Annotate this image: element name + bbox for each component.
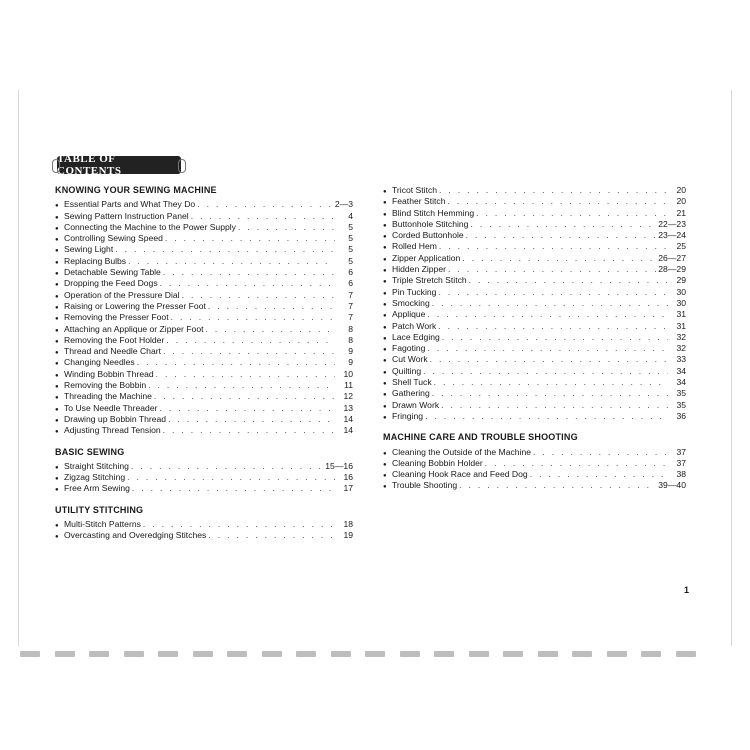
dot-leader [127,472,335,483]
dot-leader [148,380,335,391]
toc-entry[interactable] [55,244,353,255]
toc-entry-label: Controlling Sewing Speed [64,233,163,244]
toc-entry-page: 25 [676,241,686,252]
dot-leader [470,219,656,230]
toc-entry-page: 6 [348,278,353,289]
toc-entry[interactable] [383,264,686,275]
toc-entry-page: 5 [348,255,353,266]
binding-hole [607,651,627,657]
toc-entry[interactable] [383,219,686,230]
section-gap [383,422,686,432]
bullet-icon: ● [55,327,59,334]
toc-entry-label: Drawing up Bobbin Thread [64,413,167,424]
binding-hole [89,651,109,657]
toc-entry-page: 31 [676,320,686,331]
dot-leader [459,480,656,491]
toc-entry-page: 5 [348,221,353,232]
toc-entry-label: Cleaning Bobbin Holder [392,457,483,468]
bullet-icon: ● [383,335,387,342]
toc-left-column [55,185,353,542]
binding-hole [227,651,247,657]
toc-entry-label: Changing Needles [64,357,135,368]
toc-entry-label: Pin Tucking [392,286,437,297]
toc-entry-label: Connecting the Machine to the Power Supply [64,221,236,232]
toc-entry[interactable] [55,380,353,391]
dot-leader [165,233,335,244]
toc-entry-page: 14 [343,425,353,436]
toc-entry-label: To Use Needle Threader [64,402,158,413]
bullet-icon: ● [383,245,387,252]
bullet-icon: ● [383,268,387,275]
section-gap [55,495,353,505]
toc-entry-page: 16 [343,472,353,483]
toc-entry[interactable] [383,298,686,309]
toc-entry-label: Overcasting and Overedging Stitches [64,530,207,541]
toc-entry-page: 4 [348,210,353,221]
toc-entry-page: 6 [348,267,353,278]
toc-entry-page: 11 [344,380,353,391]
toc-entry[interactable] [55,290,353,301]
dot-leader [476,208,668,219]
bullet-icon: ● [55,225,59,232]
toc-entry[interactable] [55,301,353,312]
bullet-icon: ● [383,414,387,421]
bullet-icon: ● [55,248,59,255]
dot-leader [171,312,335,323]
section-title: MACHINE CARE AND TROUBLE SHOOTING [383,432,578,443]
dot-leader [533,447,668,458]
bullet-icon: ● [383,211,387,218]
toc-entry-label: Threading the Machine [64,391,152,402]
toc-entry-page: 2—3 [334,199,353,210]
toc-entry-label: Removing the Bobbin [64,380,147,391]
bullet-icon: ● [55,282,59,289]
toc-entry[interactable] [55,414,353,425]
dot-leader [156,369,335,380]
dot-leader [131,461,323,472]
toc-entry-label: Shell Tuck [392,377,432,388]
toc-entry-page: 13 [343,402,353,413]
dot-leader [432,388,668,399]
toc-entry-label: Patch Work [392,320,437,331]
toc-entry-label: Feather Stitch [392,196,446,207]
toc-entry-label: Corded Buttonhole [392,230,464,241]
bullet-icon: ● [383,234,387,241]
toc-entry-page: 10 [343,368,353,379]
dot-leader [206,324,336,335]
toc-entry-label: Replacing Bulbs [64,255,127,266]
toc-entry-page: 7 [348,312,353,323]
bullet-icon: ● [55,203,59,210]
toc-entry-page: 7 [348,300,353,311]
dot-leader [163,267,335,278]
bullet-icon: ● [383,290,387,297]
dot-leader [434,377,668,388]
dot-leader [423,366,668,377]
bullet-icon: ● [383,313,387,320]
toc-entry[interactable] [383,343,686,354]
dot-leader [442,332,668,343]
toc-entry-page: 12 [343,391,353,402]
bullet-icon: ● [383,403,387,410]
dot-leader [430,354,668,365]
toc-entry[interactable] [55,403,353,414]
bullet-icon: ● [55,523,59,530]
toc-entry-page: 30 [676,297,686,308]
toc-entry[interactable] [55,369,353,380]
section-title: KNOWING YOUR SEWING MACHINE [55,185,217,195]
binding-hole [676,651,696,657]
bullet-icon: ● [55,293,59,300]
dot-leader [166,335,335,346]
toc-entry-page: 30 [676,286,686,297]
dot-leader [160,278,335,289]
toc-entry-page: 32 [676,343,686,354]
binding-hole [469,651,489,657]
dot-leader [168,414,335,425]
bullet-icon: ● [383,256,387,263]
toc-entry-label: Zipper Application [392,252,461,263]
toc-entry[interactable] [383,287,686,298]
toc-entry-page: 9 [348,357,353,368]
toc-entry-label: Thread and Needle Chart [64,346,161,357]
bullet-icon: ● [55,464,59,471]
binding-hole [572,651,592,657]
page-number: 1 [684,585,690,595]
bullet-icon: ● [383,324,387,331]
toc-entry[interactable] [55,519,353,530]
toc-entry-page: 9 [348,346,353,357]
toc-entry-page: 15—16 [325,460,353,471]
toc-entry-page: 34 [676,377,686,388]
toc-entry-page: 8 [348,334,353,345]
dot-leader [238,222,335,233]
toc-entry-label: Attaching an Applique or Zipper Foot [64,323,204,334]
toc-entry-page: 39—40 [658,480,686,491]
toc-entry-page: 20 [676,185,686,195]
toc-entry-page: 28—29 [658,264,686,275]
dot-leader [163,346,335,357]
binding-hole [641,651,661,657]
bullet-icon: ● [55,406,59,413]
toc-entry-page: 29 [676,275,686,286]
bullet-icon: ● [383,369,387,376]
bullet-icon: ● [383,461,387,468]
bullet-icon: ● [55,304,59,311]
toc-entry-label: Raising or Lowering the Presser Foot [64,300,206,311]
binding-hole [20,651,40,657]
section-gap [55,437,353,447]
toc-entry-page: 20 [676,196,686,207]
dot-leader [448,264,656,275]
dot-leader [438,321,668,332]
dot-leader [128,256,335,267]
toc-entry-page: 23—24 [658,230,686,241]
toc-entry-page: 17 [343,483,353,494]
toc-entry[interactable] [55,461,353,472]
toc-entry-page: 31 [676,309,686,320]
toc-entry-label: Detachable Sewing Table [64,267,161,278]
toc-entry-page: 35 [676,399,686,410]
toc-entry-page: 18 [343,519,353,530]
toc-entry-page: 35 [676,388,686,399]
dot-leader [485,458,668,469]
toc-entry[interactable] [55,222,353,233]
dot-leader [427,309,668,320]
toc-entry-page: 22—23 [658,218,686,229]
toc-entry-label: Gathering [392,388,430,399]
dot-leader [208,301,335,312]
dot-leader [182,290,335,301]
dot-leader [441,400,668,411]
toc-entry[interactable] [383,377,686,388]
dot-leader [439,185,668,196]
dot-leader [432,298,668,309]
bullet-icon: ● [55,384,59,391]
bullet-icon: ● [55,476,59,483]
toc-entry[interactable] [383,321,686,332]
toc-entry-page: 19 [343,530,353,541]
toc-entry[interactable] [383,196,686,207]
toc-entry-label: Removing the Presser Foot [64,312,169,323]
spiral-binding-holes [20,651,720,659]
bullet-icon: ● [383,279,387,286]
bullet-icon: ● [383,484,387,491]
toc-entry-page: 32 [676,331,686,342]
toc-entry[interactable] [55,278,353,289]
toc-entry-label: Fringing [392,410,424,421]
binding-hole [124,651,144,657]
toc-entry[interactable] [383,366,686,377]
toc-entry[interactable] [383,354,686,365]
binding-hole [365,651,385,657]
dot-leader [448,196,669,207]
bullet-icon: ● [383,200,387,207]
dot-leader [197,199,333,210]
table-of-contents-banner: TABLE OF CONTENTS [57,156,181,174]
toc-entry-label: Smocking [392,297,430,308]
toc-entry-label: Sewing Light [64,244,114,255]
bullet-icon: ● [55,259,59,266]
toc-entry-page: 5 [348,244,353,255]
dot-leader [208,530,335,541]
toc-entry[interactable] [55,267,353,278]
toc-entry-page: 7 [348,289,353,300]
toc-entry-label: Quilting [392,365,422,376]
dot-leader [143,519,335,530]
toc-entry-label: Triple Stretch Stitch [392,275,467,286]
toc-entry[interactable] [55,391,353,402]
dot-leader [427,343,668,354]
dot-leader [154,391,335,402]
dot-leader [439,241,668,252]
toc-entry-label: Lace Edging [392,331,440,342]
toc-entry-label: Removing the Foot Holder [64,334,165,345]
bullet-icon: ● [55,237,59,244]
toc-entry[interactable] [55,357,353,368]
toc-entry-label: Winding Bobbin Thread [64,368,154,379]
toc-entry-page: 37 [676,457,686,468]
toc-entry-label: Tricot Stitch [392,185,438,195]
toc-entry-page: 26—27 [658,252,686,263]
toc-entry-label: Dropping the Feed Dogs [64,278,158,289]
section-title: BASIC SEWING [55,446,125,457]
toc-entry[interactable] [383,480,686,491]
bullet-icon: ● [55,350,59,357]
bullet-icon: ● [55,487,59,494]
dot-leader [132,483,335,494]
toc-entry-label: Cleaning Hook Race and Feed Dog [392,469,528,480]
toc-entry[interactable] [55,483,353,494]
bullet-icon: ● [383,347,387,354]
bullet-icon: ● [55,417,59,424]
dot-leader [462,253,656,264]
bullet-icon: ● [383,392,387,399]
toc-entry-label: Hidden Zipper [392,264,446,275]
section-title: UTILITY STITCHING [55,504,144,515]
bullet-icon: ● [55,214,59,221]
binding-hole [331,651,351,657]
dot-leader [137,357,335,368]
toc-entry[interactable] [383,185,686,196]
toc-entry-label: Adjusting Thread Tension [64,425,161,436]
dot-leader [159,403,335,414]
binding-hole [503,651,523,657]
toc-entry[interactable] [383,275,686,286]
binding-hole [296,651,316,657]
toc-entry-label: Multi-Stitch Patterns [64,519,141,530]
dot-leader [191,211,335,222]
dot-leader [438,287,668,298]
toc-entry-label: Fagoting [392,343,426,354]
toc-entry-label: Operation of the Pressure Dial [64,289,180,300]
binding-hole [55,651,75,657]
toc-entry[interactable] [383,208,686,219]
bullet-icon: ● [55,361,59,368]
binding-hole [434,651,454,657]
bullet-icon: ● [55,395,59,402]
toc-entry-label: Cleaning the Outside of the Machine [392,446,532,457]
toc-entry[interactable] [383,388,686,399]
bullet-icon: ● [55,271,59,278]
dot-leader [115,244,335,255]
toc-entry[interactable] [55,472,353,483]
toc-entry[interactable] [55,233,353,244]
toc-entry[interactable] [55,335,353,346]
bullet-icon: ● [383,381,387,388]
bullet-icon: ● [55,534,59,541]
bullet-icon: ● [383,473,387,480]
toc-entry[interactable] [383,230,686,241]
toc-entry-label: Zigzag Stitching [64,472,126,483]
bullet-icon: ● [383,450,387,457]
bullet-icon: ● [55,338,59,345]
dot-leader [466,230,657,241]
toc-entry[interactable] [383,309,686,320]
toc-entry[interactable] [55,211,353,222]
toc-entry-label: Free Arm Sewing [64,483,130,494]
toc-entry-label: Straight Stitching [64,460,129,471]
dot-leader [530,469,668,480]
dot-leader [425,411,668,422]
toc-entry-page: 34 [676,365,686,376]
toc-entry-label: Drawn Work [392,399,440,410]
dot-leader [163,425,335,436]
toc-entry-page: 21 [676,207,686,218]
toc-entry-label: Cut Work [392,354,428,365]
bullet-icon: ● [383,189,387,195]
toc-entry-label: Rolled Hem [392,241,437,252]
toc-entry-page: 14 [343,413,353,424]
toc-entry-page: 37 [676,446,686,457]
toc-entry-label: Trouble Shooting [392,480,458,491]
toc-entry[interactable] [383,400,686,411]
binding-hole [158,651,178,657]
bullet-icon: ● [55,429,59,436]
toc-entry[interactable] [383,411,686,422]
toc-entry-label: Essential Parts and What They Do [64,199,196,210]
toc-entry-label: Buttonhole Stitching [392,218,469,229]
toc-entry[interactable] [55,199,353,210]
toc-entry[interactable] [383,458,686,469]
toc-entry-page: 8 [348,323,353,334]
binding-hole [538,651,558,657]
toc-entry-label: Sewing Pattern Instruction Panel [64,210,189,221]
bullet-icon: ● [55,316,59,323]
toc-entry[interactable] [383,332,686,343]
toc-right-column [383,185,686,492]
toc-entry[interactable] [55,346,353,357]
binding-hole [262,651,282,657]
toc-entry-label: Applique [392,309,426,320]
toc-entry[interactable] [55,530,353,541]
toc-entry-label: Blind Stitch Hemming [392,207,475,218]
binding-hole [193,651,213,657]
bullet-icon: ● [383,358,387,365]
binding-hole [400,651,420,657]
dot-leader [469,275,668,286]
toc-entry-page: 38 [676,469,686,480]
bullet-icon: ● [383,222,387,229]
toc-entry[interactable] [383,253,686,264]
toc-entry-page: 36 [676,410,686,421]
toc-entry[interactable] [383,447,686,458]
toc-entry[interactable] [383,241,686,252]
toc-entry[interactable] [55,256,353,267]
toc-entry[interactable] [55,312,353,323]
toc-entry[interactable] [55,425,353,436]
bullet-icon: ● [383,301,387,308]
bullet-icon: ● [55,372,59,379]
toc-entry-page: 33 [676,354,686,365]
toc-entry-page: 5 [348,233,353,244]
toc-entry[interactable] [55,324,353,335]
toc-entry[interactable] [383,469,686,480]
